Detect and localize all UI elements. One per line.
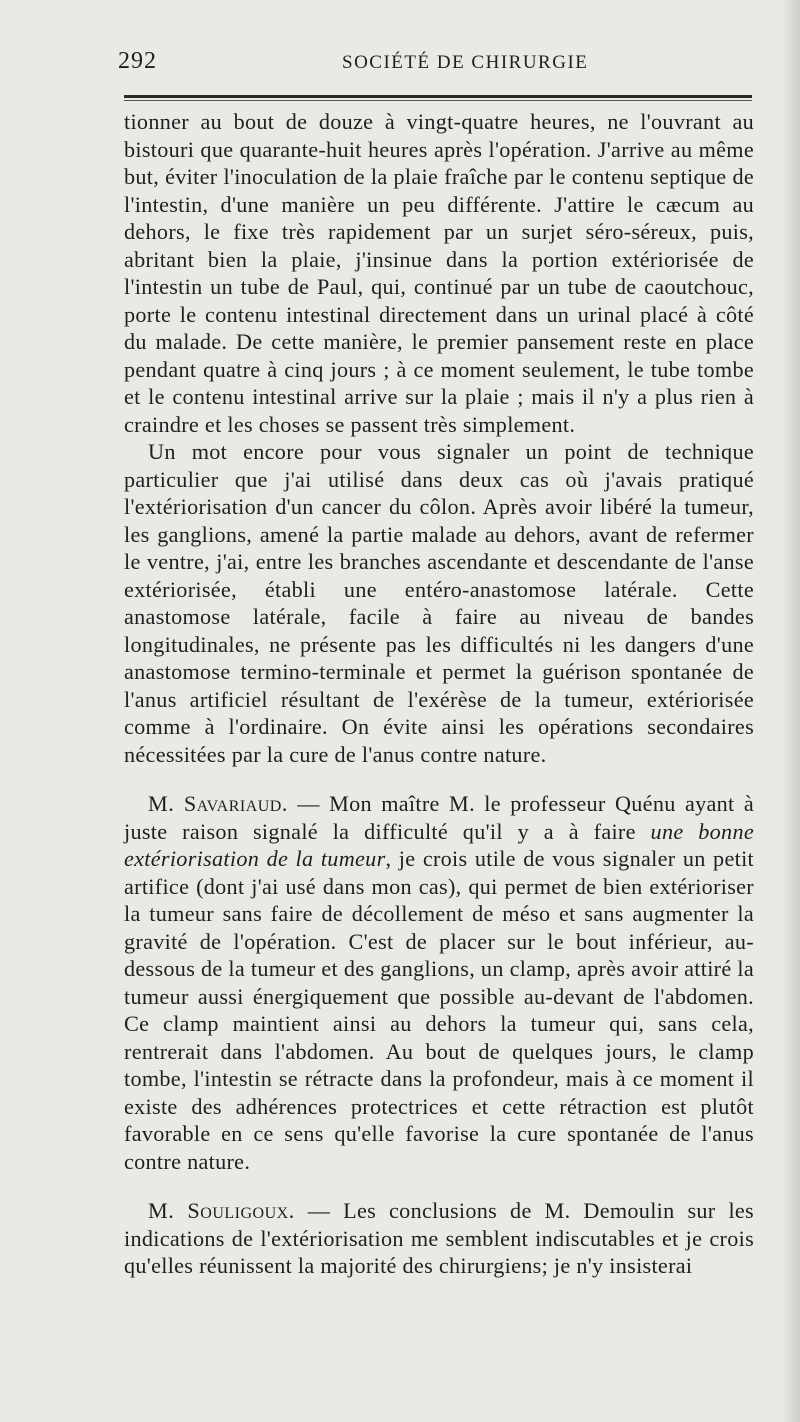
running-title: SOCIÉTÉ DE CHIRURGIE bbox=[342, 52, 589, 73]
page-header bbox=[118, 48, 758, 88]
paragraph-souligoux bbox=[124, 1197, 754, 1280]
paragraph-text: — Mon maître M. le professeur Quénu ayant à juste raison signalé la difficulté qu'il y a à faire bbox=[124, 791, 754, 844]
paragraph-gap bbox=[124, 1175, 754, 1197]
speaker-name: M. Savariaud. bbox=[148, 791, 288, 816]
paragraph-gap bbox=[124, 768, 754, 790]
paragraph-2: Un mot encore pour vous signaler un point de technique particulier que j'ai utilisé dans deux cas où j'avais pratiqué l'extériorisation d'un cancer du côlon. Après avoir libéré la tumeur, les ganglions, amené la partie malade au dehors, avant de refermer le ventre, j'ai, entre les branches ascendante et descendante de l'anse extériorisée, établi une entéro-anastomose latérale. Cette anastomose latérale, facile à faire au niveau de bandes longitudinales, ne présente pas les difficultés ni les dangers d'une anastomose termino-terminale et permet la guérison spontanée de l'anus artificiel résultant de l'exérèse de la tumeur, extériorisée comme à l'ordinaire. On évite ainsi les opérations secondaires nécessitées par la cure de l'anus contre nature. bbox=[124, 439, 754, 767]
paragraph-savariaud bbox=[124, 790, 754, 1175]
header-rule bbox=[124, 95, 752, 98]
page-edge-shadow bbox=[782, 0, 800, 1422]
body-text bbox=[124, 108, 754, 1280]
italic-phrase: une bonne extériorisation de la tumeur bbox=[124, 818, 754, 871]
paragraph-1: tionner au bout de douze à vingt-quatre heures, ne l'ouvrant au bistouri que quarante-huit heures après l'opération. J'arrive au même but, éviter l'inoculation de la plaie fraîche par le contenu septique de l'intestin, d'une manière un peu différente. J'attire le cæcum au dehors, le fixe très rapidement par un surjet séro-séreux, puis, abritant bien la plaie, j'insinue dans la portion extériorisée de l'intestin un tube de Paul, qui, continué par un tube de caoutchouc, porte le contenu intestinal directement dans un urinal placé à côté du malade. De cette manière, le premier pansement reste en place pendant quatre à cinq jours ; à ce moment seulement, le tube tombe et le contenu intestinal arrive sur la plaie ; mais il n'y a plus rien à craindre et les choses se passent très simplement. bbox=[124, 109, 754, 437]
page-number: 292 bbox=[118, 48, 157, 74]
paragraph-text: — Les conclusions de M. Demoulin sur les indications de l'extériorisation me semblent indiscutables et je crois qu'elles réunissent la majorité des chirurgiens; je n'y insisterai bbox=[124, 1198, 754, 1278]
paragraph-text: , je crois utile de vous signaler un petit artifice (dont j'ai usé dans mon cas), qui permet de bien extérioriser la tumeur sans faire de décollement de méso et sans augmenter la gravité de l'opération. C'est de placer sur le bout inférieur, au-dessous de la tumeur et des ganglions, un clamp, après avoir attiré la tumeur aussi énergiquement que possible au-devant de l'abdomen. Ce clamp maintient ainsi au dehors la tumeur qui, sans cela, rentrerait dans l'abdomen. Au bout de quelques jours, le clamp tombe, l'intestin se rétracte dans la profondeur, mais à ce moment il existe des adhérences protectrices et cette rétraction est plutôt favorable en ce sens qu'elle favorise la cure spontanée de l'anus contre nature. bbox=[124, 846, 754, 1174]
speaker-name: M. Souligoux. bbox=[148, 1198, 295, 1223]
